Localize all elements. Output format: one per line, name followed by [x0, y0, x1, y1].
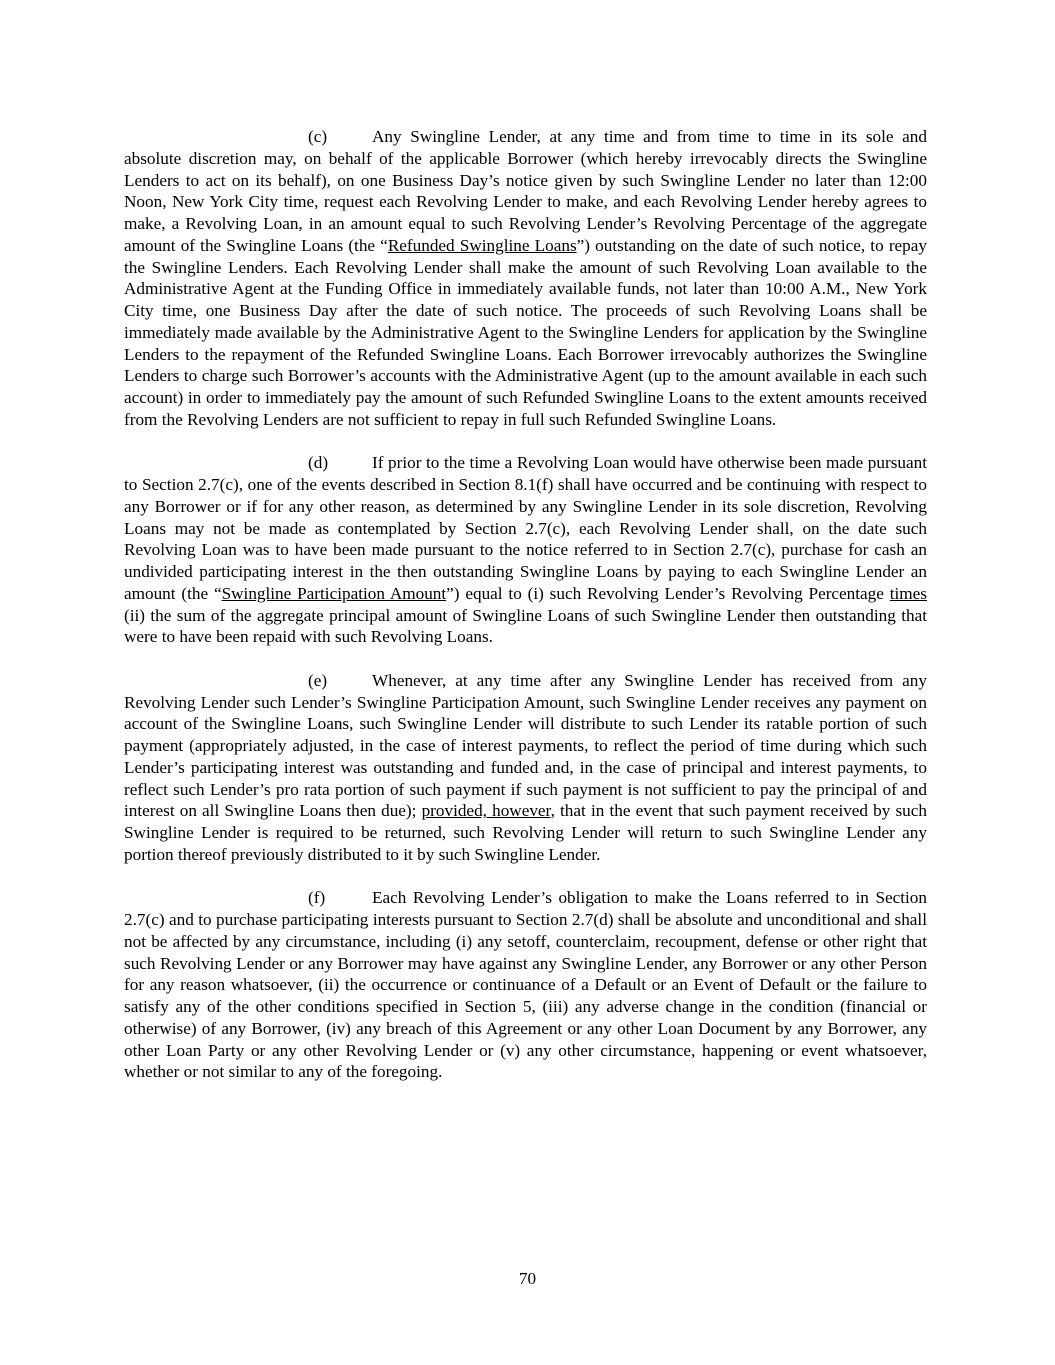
proviso-provided-however: provided, however	[421, 801, 551, 821]
document-page	[124, 126, 927, 1105]
defined-term-refunded-swingline-loans: Refunded Swingline Loans	[387, 235, 577, 255]
emphasis-times: times	[889, 583, 927, 603]
paragraph-f: (f) Each Revolving Lender’s obligation to make the Loans referred to in Section 2.7(c) and to purchase participating interests pursuant to Section 2.7(d) shall be absolute and unconditional and shall not be affected by any circumstance, including (i) any setoff, counterclaim, recoupment, defense or other right that such Revolving Lender or any Borrower may have against any Swingline Lender, any Borrower or any other Person for any reason whatsoever, (ii) the occurrence or continuance of a Default or an Event of Default or the failure to satisfy any of the other conditions specified in Section 5, (iii) any adverse change in the condition (financial or otherwise) of any Borrower, (iv) any breach of this Agreement or any other Loan Document by any Borrower, any other Loan Party or any other Revolving Lender or (v) any other circumstance, happening or event whatsoever, whether or not similar to any of the foregoing.	[124, 888, 927, 1082]
paragraph-c-label: (c)	[308, 127, 328, 146]
paragraph-e-label: (e)	[308, 670, 328, 690]
paragraph-d-label: (d)	[308, 453, 329, 473]
defined-term-swingline-participation-amount: Swingline Participation Amount	[221, 583, 447, 603]
paragraph-c: (c) Any Swingline Lender, at any time and from time to time in its sole and absolute discretion may, on behalf of the applicable Borrower (which hereby irrevocably directs the Swingline Lenders to act on its behalf), on one Business Day’s notice given by such Swingline Lender no later than 12:00 Noon, New York City time, request each Revolving Lender to make, and each Revolving Lender hereby agrees to make, a Revolving Loan, in an amount equal to such Revolving Lender’s Revolving Percentage of the aggregate amount of the Swingline Loans (the “Refunded Swingline Loans”) outstanding on the date of such notice, to repay the Swingline Lenders. Each Revolving Lender shall make the amount of such Revolving Loan available to the Administrative Agent at the Funding Office in immediately available funds, not later than 10:00 A.M., New York City time, one Business Day after the date of such notice. The proceeds of such Revolving Loans shall be immediately made available by the Administrative Agent to the Swingline Lenders for application by the Swingline Lenders to the repayment of the Refunded Swingline Loans. Each Borrower irrevocably authorizes the Swingline Lenders to charge such Borrower’s accounts with the Administrative Agent (up to the amount available in each such account) in order to immediately pay the amount of such Refunded Swingline Loans to the extent amounts received from the Revolving Lenders are not sufficient to repay in full such Refunded Swingline Loans.	[124, 127, 927, 429]
paragraph-e: (e) Whenever, at any time after any Swingline Lender has received from any Revolving Lender such Lender’s Swingline Participation Amount, such Swingline Lender receives any payment on account of the Swingline Loans, such Swingline Lender will distribute to such Lender its ratable portion of such payment (appropriately adjusted, in the case of interest payments, to reflect the period of time during which such Lender’s participating interest was outstanding and funded and, in the case of principal and interest payments, to reflect such Lender’s pro rata portion of such payment if such payment is not sufficient to pay the principal of and interest on all Swingline Loans then due); provided, however, that in the event that such payment received by such Swingline Lender is required to be returned, such Revolving Lender will return to such Swingline Lender any portion thereof previously distributed to it by such Swingline Lender.	[124, 670, 928, 864]
paragraph-f-label: (f)	[308, 888, 326, 908]
page-number: 70	[518, 1269, 537, 1288]
paragraph-d: (d) If prior to the time a Revolving Loan would have otherwise been made pursuant to Section 2.7(c), one of the events described in Section 8.1(f) shall have occurred and be continuing with respect to any Borrower or if for any other reason, as determined by any Swingline Lender in its sole discretion, Revolving Loans may not be made as contemplated by Section 2.7(c), each Revolving Lender shall, on the date such Revolving Loan was to have been made pursuant to the notice referred to in Section 2.7(c), purchase for cash an undivided participating interest in the then outstanding Swingline Loans by paying to each Swingline Lender an amount (the “Swingline Participation Amount”) equal to (i) such Revolving Lender’s Revolving Percentage times (ii) the sum of the aggregate principal amount of Swingline Loans of such Swingline Lender then outstanding that were to have been repaid with such Revolving Loans.	[124, 453, 927, 647]
